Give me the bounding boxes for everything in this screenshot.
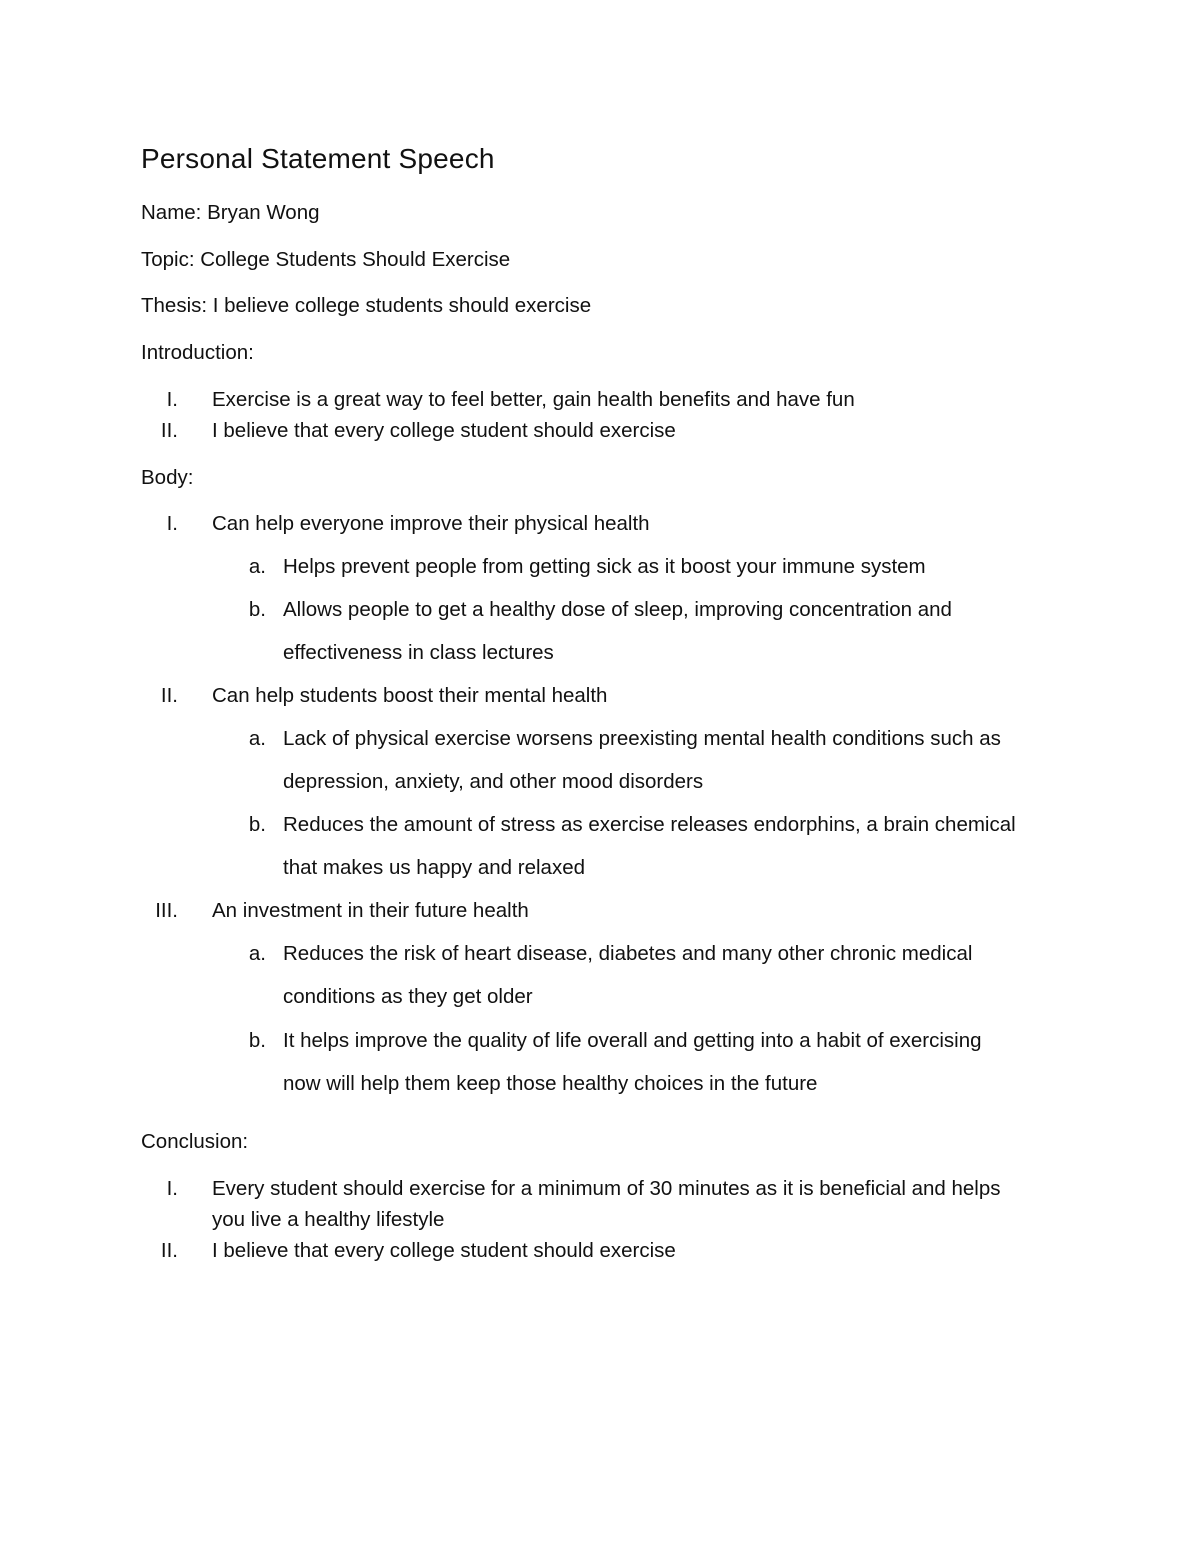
thesis-field: Thesis: I believe college students should exercise [141,294,592,317]
outline-letter: a. [248,942,266,965]
outline-numeral: II. [160,1239,178,1262]
outline-numeral: I. [166,1177,178,1200]
outline-letter: a. [248,555,266,578]
introduction-heading: Introduction: [141,341,254,364]
topic-field: Topic: College Students Should Exercise [141,248,511,271]
body-heading: Body: [141,466,194,489]
document-title: Personal Statement Speech [141,143,495,174]
outline-subitem-text: now will help them keep those healthy choices in the future [283,1072,818,1095]
outline-subitem-text: Helps prevent people from getting sick as it boost your immune system [283,555,926,578]
outline-numeral: III. [155,899,178,922]
outline-subitem-text: Lack of physical exercise worsens preexisting mental health conditions such as [283,727,1001,750]
outline-subitem-text: depression, anxiety, and other mood disorders [283,770,704,793]
outline-letter: a. [248,727,266,750]
outline-item-text: Exercise is a great way to feel better, gain health benefits and have fun [212,388,855,411]
outline-item-text: I believe that every college student should exercise [212,1239,676,1262]
outline-subitem-text: conditions as they get older [283,985,533,1008]
outline-subitem-text: that makes us happy and relaxed [283,856,585,879]
outline-letter: b. [248,813,266,836]
outline-letter: b. [248,1029,266,1052]
outline-numeral: II. [160,684,178,707]
outline-subitem-text: It helps improve the quality of life overall and getting into a habit of exercising [283,1029,982,1052]
outline-subitem-text: effectiveness in class lectures [283,641,554,664]
outline-item-text: I believe that every college student should exercise [212,419,676,442]
outline-subitem-text: Reduces the risk of heart disease, diabetes and many other chronic medical [283,942,973,965]
outline-item-text: Every student should exercise for a minimum of 30 minutes as it is beneficial and helps [212,1177,1001,1200]
outline-numeral: II. [160,419,178,442]
outline-subitem-text: Allows people to get a healthy dose of sleep, improving concentration and [283,598,952,621]
conclusion-heading: Conclusion: [141,1130,249,1153]
name-field: Name: Bryan Wong [141,201,320,224]
outline-item-text: An investment in their future health [212,899,529,922]
outline-numeral: I. [166,388,178,411]
outline-item-text: Can help everyone improve their physical health [212,512,650,535]
outline-subitem-text: Reduces the amount of stress as exercise releases endorphins, a brain chemical [283,813,1016,836]
outline-numeral: I. [166,512,178,535]
outline-item-text: Can help students boost their mental health [212,684,608,707]
outline-item-text: you live a healthy lifestyle [212,1208,445,1231]
outline-letter: b. [248,598,266,621]
